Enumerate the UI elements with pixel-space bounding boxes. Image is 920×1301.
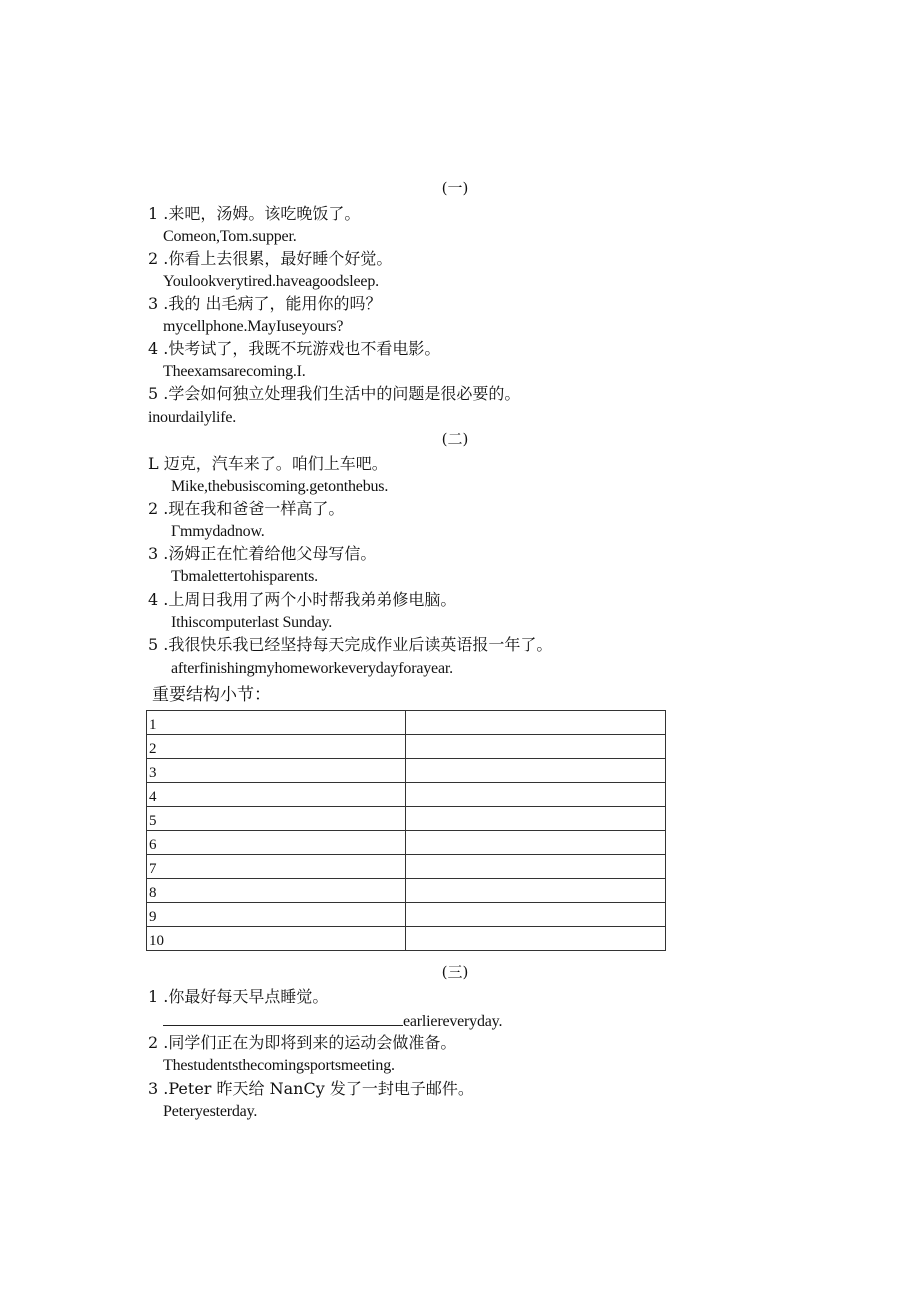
row-number-cell: 2 [147,735,406,759]
item-number: 2 [148,249,159,268]
item-number: 4 [148,339,159,358]
part3-item-3-en: Peteryesterday. [163,1103,258,1120]
part2-item-3-en: Tbmalettertohisparents. [171,568,318,585]
row-number-cell: 5 [147,807,406,831]
item-chinese: .来吧，汤姆。该吃晚饭了。 [163,204,361,223]
table-row [147,879,666,903]
row-number-cell: 1 [147,711,406,735]
part1-item-1-en: Comeon,Tom.supper. [163,228,297,245]
part2-item-5-zh [148,635,552,655]
table-row [147,783,666,807]
row-number-cell: 6 [147,831,406,855]
item-chinese: .我很快乐我已经坚持每天完成作业后读英语报一年了。 [163,635,553,654]
item-number: 5 [148,635,159,654]
item-number: 4 [148,590,159,609]
part2-item-1-en: Mike,thebusiscoming.getonthebus. [171,478,389,495]
item-chinese: .同学们正在为即将到来的运动会做准备。 [163,1033,457,1052]
table-row [147,903,666,927]
answer-cell [406,831,666,855]
answer-cell [406,759,666,783]
answer-cell [406,903,666,927]
part1-item-2-en: Youlookverytired.haveagoodsleep. [163,273,379,290]
part1-item-4-zh [148,339,440,359]
item-chinese: .你看上去很累，最好睡个好觉。 [163,249,393,268]
part2-item-5-en: afterfinishingmyhomeworkeverydayforayear. [171,660,453,677]
item-number: L [148,454,159,473]
row-number-cell: 3 [147,759,406,783]
part2-item-4-zh [148,590,456,610]
answer-cell [406,927,666,951]
part3-item-2-en: Thestudentsthecomingsportsmeeting. [163,1057,395,1074]
part1-item-5-zh [148,384,520,404]
answer-cell [406,783,666,807]
item-number: 5 [148,384,159,403]
part1-item-5-en: inourdailylife. [148,409,237,426]
row-number-cell: 8 [147,879,406,903]
item-chinese: 迈克，汽车来了。咱们上车吧。 [163,454,388,473]
item-chinese: .我的 出毛病了，能用你的吗？ [163,294,382,313]
table-row [147,711,666,735]
part1-item-4-en: Theexamsarecoming.I. [163,363,306,380]
table-row [147,759,666,783]
part3-item-2-zh [148,1033,456,1053]
part3-item-3-zh [148,1079,474,1099]
summary-title: 重要结构小节： [152,685,271,705]
row-number-cell: 4 [147,783,406,807]
item-chinese: .汤姆正在忙着给他父母写信。 [163,544,377,563]
item-number: 2 [148,499,159,518]
part2-item-2-en: Γmmydadnow. [171,523,265,540]
section-heading-three: (三) [441,963,469,981]
part3-item-1-en [163,1011,502,1032]
table-row [147,807,666,831]
table-row [147,735,666,759]
item-english: earliereveryday. [403,1013,503,1030]
section-heading-two: (二) [441,430,469,448]
summary-table [146,710,666,951]
table-row [147,927,666,951]
section-heading-one: (一) [441,179,469,197]
row-number-cell: 10 [147,927,406,951]
answer-blank [163,1011,403,1026]
part3-item-1-zh [148,987,328,1007]
item-number: 1 [148,987,159,1006]
part1-item-1-zh [148,204,360,224]
part1-item-3-zh [148,294,381,314]
item-number: 3 [148,1079,159,1098]
part2-item-1-zh [148,454,388,474]
item-chinese: .你最好每天早点睡觉。 [163,987,329,1006]
part2-item-3-zh [148,544,376,564]
part2-item-4-en: Ithiscomputerlast Sunday. [171,614,333,631]
item-chinese: .学会如何独立处理我们生活中的问题是很必要的。 [163,384,521,403]
table-row [147,831,666,855]
item-number: 1 [148,204,159,223]
part2-item-2-zh [148,499,344,519]
item-number: 3 [148,544,159,563]
answer-cell [406,879,666,903]
item-number: 3 [148,294,159,313]
row-number-cell: 7 [147,855,406,879]
item-chinese: .上周日我用了两个小时帮我弟弟修电脑。 [163,590,457,609]
item-chinese: .Peter 昨天给 NanCy 发了一封电子邮件。 [163,1079,474,1098]
item-number: 2 [148,1033,159,1052]
table-row [147,855,666,879]
item-chinese: .快考试了，我既不玩游戏也不看电影。 [163,339,441,358]
answer-cell [406,807,666,831]
row-number-cell: 9 [147,903,406,927]
item-chinese: .现在我和爸爸一样高了。 [163,499,345,518]
part1-item-2-zh [148,249,392,269]
answer-cell [406,855,666,879]
answer-cell [406,735,666,759]
part1-item-3-en: mycellphone.MayIuseyours? [163,318,344,335]
answer-cell [406,711,666,735]
